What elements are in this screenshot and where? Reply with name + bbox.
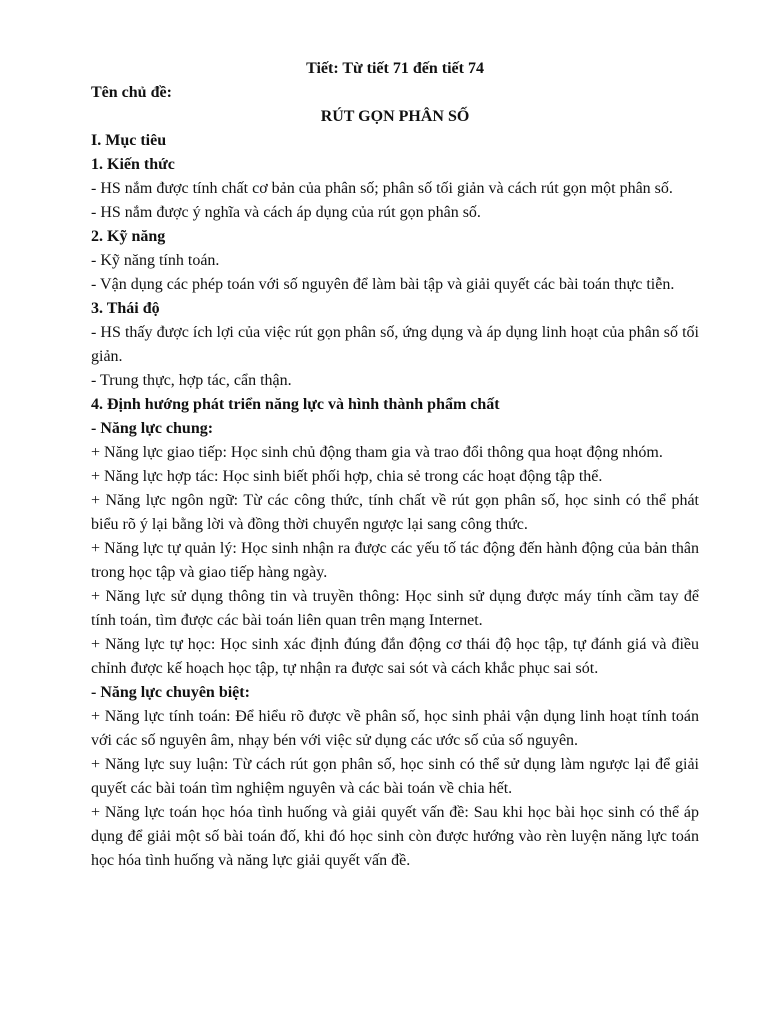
subsection-specific: - Năng lực chuyên biệt: [91, 684, 250, 701]
section-objectives: I. Mục tiêu [91, 132, 167, 149]
lesson-header: Tiết: Từ tiết 71 đến tiết 74 [306, 60, 484, 77]
general-item: + Năng lực tự học: Học sinh xác định đúng đắn động cơ thái độ học tập, tự đánh giá và điều chỉnh được kế hoạch học tập, tự nhận ra được sai sót và cách khắc phục sai sót. [91, 636, 699, 677]
knowledge-item: - HS nắm được ý nghĩa và cách áp dụng của rút gọn phân số. [91, 204, 481, 221]
section-attitude: 3. Thái độ [91, 300, 160, 317]
skills-item: - Vận dụng các phép toán với số nguyên để làm bài tập và giải quyết các bài toán thực tiễn. [91, 276, 675, 293]
specific-item: + Năng lực suy luận: Từ cách rút gọn phân số, học sinh có thể sử dụng làm ngược lại để giải quyết các bài toán tìm nghiệm nguyên và các bài toán về chia hết. [91, 756, 699, 797]
topic-label: Tên chủ đề: [91, 84, 172, 101]
specific-item: + Năng lực toán học hóa tình huống và giải quyết vấn đề: Sau khi học bài học sinh có thể áp dụng để giải một số bài toán đố, khi đó học sinh còn được hướng vào rèn luyện năng lực toán học hóa tình huống và năng lực giải quyết vấn đề. [91, 804, 699, 869]
general-item: + Năng lực ngôn ngữ: Từ các công thức, tính chất về rút gọn phân số, học sinh có thể phát biểu rõ ý lại bằng lời và đồng thời chuyển ngược lại sang công thức. [91, 492, 699, 533]
attitude-item: - Trung thực, hợp tác, cẩn thận. [91, 372, 292, 389]
section-knowledge: 1. Kiến thức [91, 156, 175, 173]
general-item: + Năng lực giao tiếp: Học sinh chủ động tham gia và trao đổi thông qua hoạt động nhóm. [91, 444, 663, 461]
topic-title: RÚT GỌN PHÂN SỐ [320, 108, 470, 125]
subsection-general: - Năng lực chung: [91, 420, 214, 437]
knowledge-item: - HS nắm được tính chất cơ bản của phân số; phân số tối giản và cách rút gọn một phân số. [91, 180, 673, 197]
general-item: + Năng lực tự quản lý: Học sinh nhận ra được các yếu tố tác động đến hành động của bản thân trong học tập và giao tiếp hàng ngày. [91, 540, 699, 581]
section-skills: 2. Kỹ năng [91, 228, 166, 245]
general-item: + Năng lực sử dụng thông tin và truyền thông: Học sinh sử dụng được máy tính cầm tay để tính toán, tìm được các bài toán liên quan trên mạng Internet. [91, 588, 699, 629]
attitude-item: - HS thấy được ích lợi của việc rút gọn phân số, ứng dụng và áp dụng linh hoạt của phân số tối giản. [91, 324, 699, 365]
specific-item: + Năng lực tính toán: Để hiểu rõ được về phân số, học sinh phải vận dụng linh hoạt tính toán với các số nguyên âm, nhạy bén với việc sử dụng các ước số của số nguyên. [91, 708, 699, 749]
section-competency: 4. Định hướng phát triển năng lực và hình thành phẩm chất [91, 396, 500, 413]
skills-item: - Kỹ năng tính toán. [91, 252, 220, 269]
general-item: + Năng lực hợp tác: Học sinh biết phối hợp, chia sẻ trong các hoạt động tập thể. [91, 468, 603, 485]
